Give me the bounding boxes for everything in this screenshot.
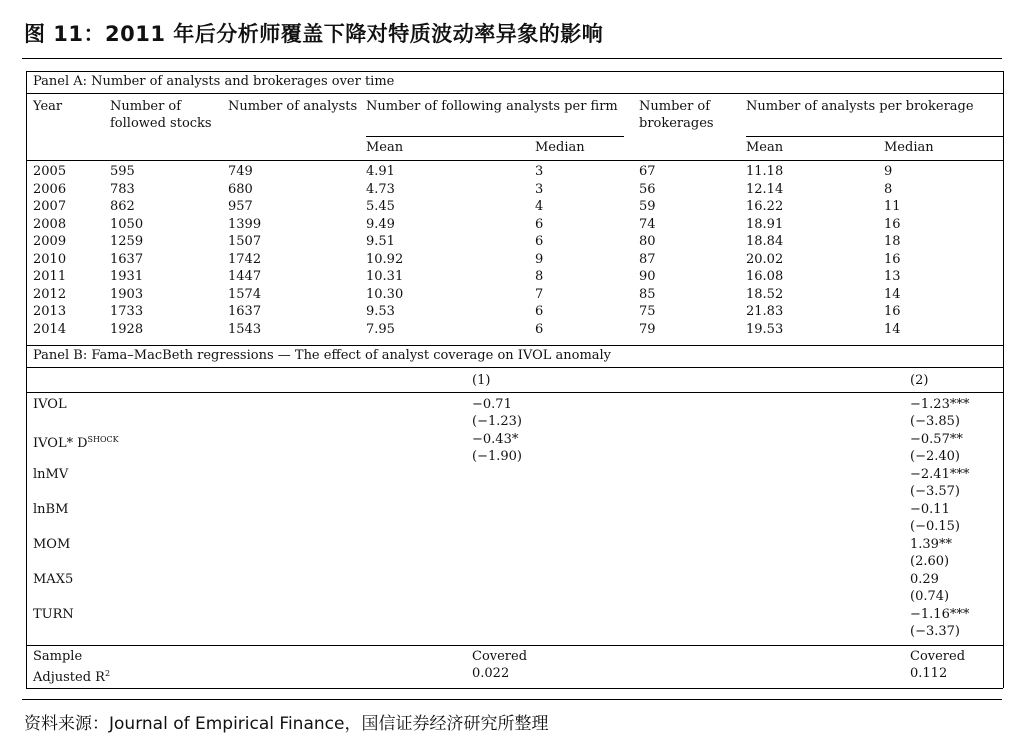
panel-a-cell-mean-firm: 7.95 <box>366 321 395 337</box>
header-mean-firm: Mean <box>366 140 404 155</box>
panel-a-cell-brokerages: 67 <box>639 164 656 179</box>
panel-a-cell-median-brokerage: 16 <box>884 216 901 232</box>
col2-header: (2) <box>910 373 929 388</box>
t-stat: (2.60) <box>910 554 950 569</box>
t-stat: (−3.37) <box>910 624 960 639</box>
panel-a-cell-mean-brokerage: 18.52 <box>746 286 784 302</box>
panel-a-cell-analysts: 1742 <box>228 251 262 267</box>
panel-a-cell-median-brokerage: 9 <box>884 164 893 179</box>
regressor-label <box>33 572 73 588</box>
panel-a-cell-median-firm: 3 <box>535 164 544 179</box>
regressor-label <box>33 467 68 483</box>
panel-a-cell-brokerages: 75 <box>639 304 656 319</box>
panel-a-cell-mean-brokerage: 16.08 <box>746 269 784 284</box>
panel-a-cell-mean-firm: 10.30 <box>366 286 404 302</box>
panel-a-cell-followed: 1903 <box>110 286 144 302</box>
panel-a-cell-mean-firm: 4.91 <box>366 164 395 179</box>
regressor-name: lnBM <box>33 502 69 517</box>
panel-a-cell-year: 2012 <box>33 286 67 302</box>
panel-a-cell-analysts: 957 <box>228 199 253 214</box>
panel-a-cell-median-firm: 7 <box>535 286 544 302</box>
coefficient: −2.41*** <box>910 467 970 482</box>
regressor-dummy: D <box>77 436 88 451</box>
panel-a-cell-analysts: 1507 <box>228 234 262 249</box>
panel-a-cell-mean-brokerage: 18.91 <box>746 216 784 232</box>
regressor-name: lnMV <box>33 467 69 482</box>
t-stat: (−1.90) <box>472 449 522 464</box>
table-left-rule <box>26 71 27 688</box>
coefficient: 1.39** <box>910 537 952 552</box>
panel-a-cell-analysts: 749 <box>228 164 253 179</box>
panel-a-cell-median-firm: 9 <box>535 251 544 267</box>
panel-a-cell-mean-brokerage: 12.14 <box>746 181 784 197</box>
panel-a-cell-median-firm: 6 <box>535 321 544 337</box>
regressor-name: MOM <box>33 537 71 552</box>
t-stat: (−2.40) <box>910 449 960 464</box>
header-median-brokerage: Median <box>884 140 934 155</box>
panel-a-cell-analysts: 1447 <box>228 269 262 284</box>
t-stat: (−0.15) <box>910 519 960 534</box>
sample-col1: Covered <box>472 649 528 664</box>
panel-a-cell-mean-brokerage: 18.84 <box>746 234 784 249</box>
panel-a-cell-followed: 1928 <box>110 321 144 337</box>
regressor-dummy-sup: SHOCK <box>87 435 119 444</box>
adjusted-r2-text: Adjusted R <box>33 670 105 685</box>
regressor-name: TURN <box>33 607 74 622</box>
regressor-label <box>33 607 74 623</box>
coefficient: −1.23*** <box>910 397 970 412</box>
r2-col1: 0.022 <box>472 666 510 681</box>
panel-a-cell-brokerages: 90 <box>639 269 656 284</box>
panel-a-cell-mean-firm: 5.45 <box>366 199 395 214</box>
panel-a-cell-median-firm: 6 <box>535 304 544 319</box>
sample-label: Sample <box>33 649 83 664</box>
per-brokerage-rule <box>746 136 1003 137</box>
regressor-name: IVOL <box>33 397 67 412</box>
t-stat: (0.74) <box>910 589 950 604</box>
panel-a-cell-year: 2009 <box>33 234 67 249</box>
header-brokerages-1: Number of <box>639 99 711 114</box>
panel-a-cell-mean-brokerage: 16.22 <box>746 199 784 214</box>
panel-a-cell-median-brokerage: 16 <box>884 251 901 267</box>
panel-a-title-rule <box>26 93 1003 94</box>
r2-col2: 0.112 <box>910 666 948 681</box>
coefficient: −0.71 <box>472 397 512 412</box>
panel-a-cell-followed: 862 <box>110 199 135 214</box>
panel-a-header-rule <box>26 160 1003 161</box>
panel-a-cell-year: 2005 <box>33 164 67 179</box>
panel-a-cell-year: 2010 <box>33 251 67 267</box>
source-rule <box>22 699 1002 700</box>
panel-b-title: Panel B: Fama–MacBeth regressions — The effect of analyst coverage on IVOL anomaly <box>33 348 612 363</box>
header-year: Year <box>33 99 63 114</box>
panel-a-cell-median-brokerage: 13 <box>884 269 901 284</box>
coefficient: −0.43* <box>472 432 519 447</box>
panel-b-title-rule <box>26 367 1003 368</box>
panel-a-cell-mean-brokerage: 21.83 <box>746 304 784 319</box>
panel-a-cell-mean-firm: 9.51 <box>366 234 395 249</box>
panel-b-header-rule <box>26 392 1003 393</box>
panel-a-cell-median-firm: 6 <box>535 216 544 232</box>
panel-a-cell-year: 2014 <box>33 321 67 337</box>
panel-a-cell-mean-firm: 9.53 <box>366 304 395 319</box>
panel-a-cell-brokerages: 79 <box>639 321 656 337</box>
panel-a-cell-mean-brokerage: 11.18 <box>746 164 784 179</box>
panel-a-title: Panel A: Number of analysts and brokerages over time <box>33 74 395 89</box>
panel-a-cell-year: 2011 <box>33 269 67 284</box>
panel-a-cell-brokerages: 85 <box>639 286 656 302</box>
header-median-firm: Median <box>535 140 585 155</box>
panel-a-cell-brokerages: 59 <box>639 199 656 214</box>
panel-a-cell-analysts: 1399 <box>228 216 262 232</box>
t-stat: (−3.85) <box>910 414 960 429</box>
t-stat: (−1.23) <box>472 414 522 429</box>
regressor-label <box>33 537 70 553</box>
figure-title: 图 11：2011 年后分析师覆盖下降对特质波动率异象的影响 <box>24 22 604 46</box>
panel-a-cell-analysts: 1637 <box>228 304 262 319</box>
panel-a-cell-median-brokerage: 18 <box>884 234 901 249</box>
header-per-firm: Number of following analysts per firm <box>366 99 618 114</box>
header-followed-1: Number of <box>110 99 182 114</box>
panel-a-cell-mean-firm: 4.73 <box>366 181 395 197</box>
sample-col2: Covered <box>910 649 966 664</box>
col1-header: (1) <box>472 373 491 388</box>
panel-a-cell-mean-firm: 9.49 <box>366 216 395 232</box>
regressor-label <box>33 432 119 452</box>
header-mean-brokerage: Mean <box>746 140 784 155</box>
panel-a-cell-analysts: 680 <box>228 181 253 197</box>
panel-b-top-rule <box>26 345 1003 346</box>
panel-a-cell-median-firm: 3 <box>535 181 544 197</box>
panel-a-cell-analysts: 1543 <box>228 321 262 337</box>
panel-a-cell-followed: 783 <box>110 181 135 197</box>
panel-a-cell-followed: 1733 <box>110 304 144 319</box>
source-note: 资料来源：Journal of Empirical Finance，国信证券经济研究所整理 <box>24 714 549 734</box>
table-bottom-rule <box>26 688 1003 689</box>
title-rule <box>22 58 1002 59</box>
panel-a-cell-brokerages: 74 <box>639 216 656 232</box>
adjusted-r2-sup: 2 <box>104 669 111 678</box>
panel-a-cell-brokerages: 56 <box>639 181 656 197</box>
panel-a-cell-median-firm: 4 <box>535 199 544 214</box>
panel-a-cell-year: 2013 <box>33 304 67 319</box>
t-stat: (−3.57) <box>910 484 960 499</box>
adjusted-r2-label <box>33 666 110 686</box>
panel-a-cell-followed: 1931 <box>110 269 144 284</box>
panel-a-cell-mean-firm: 10.31 <box>366 269 404 284</box>
coefficient: 0.29 <box>910 572 939 587</box>
panel-a-cell-median-firm: 8 <box>535 269 544 284</box>
panel-a-cell-median-brokerage: 11 <box>884 199 901 214</box>
panel-a-cell-year: 2007 <box>33 199 67 214</box>
panel-a-cell-analysts: 1574 <box>228 286 262 302</box>
header-brokerages-2: brokerages <box>639 116 714 131</box>
header-per-brokerage: Number of analysts per brokerage <box>746 99 974 114</box>
panel-a-cell-year: 2006 <box>33 181 67 197</box>
table-top-rule <box>26 71 1003 72</box>
panel-a-cell-brokerages: 87 <box>639 251 656 267</box>
panel-a-cell-year: 2008 <box>33 216 67 232</box>
table-right-rule <box>1003 71 1004 688</box>
header-followed-2: followed stocks <box>110 116 212 131</box>
panel-a-cell-mean-firm: 10.92 <box>366 251 404 267</box>
regressor-name: IVOL* <box>33 436 74 451</box>
panel-a-cell-mean-brokerage: 19.53 <box>746 321 784 337</box>
panel-a-cell-median-brokerage: 14 <box>884 286 901 302</box>
panel-a-cell-median-firm: 6 <box>535 234 544 249</box>
panel-a-cell-brokerages: 80 <box>639 234 656 249</box>
coefficient: −0.57** <box>910 432 963 447</box>
panel-a-cell-median-brokerage: 14 <box>884 321 901 337</box>
panel-a-cell-median-brokerage: 16 <box>884 304 901 319</box>
header-analysts: Number of analysts <box>228 99 358 114</box>
panel-a-cell-followed: 1637 <box>110 251 144 267</box>
regressor-name: MAX5 <box>33 572 74 587</box>
panel-a-cell-followed: 1050 <box>110 216 144 232</box>
per-firm-rule <box>366 136 624 137</box>
panel-a-cell-followed: 1259 <box>110 234 144 249</box>
panel-a-cell-median-brokerage: 8 <box>884 181 893 197</box>
regressor-label <box>33 502 68 518</box>
coefficient: −1.16*** <box>910 607 970 622</box>
panel-a-cell-mean-brokerage: 20.02 <box>746 251 784 267</box>
panel-b-footer-rule <box>26 645 1003 646</box>
regressor-label <box>33 397 67 413</box>
coefficient: −0.11 <box>910 502 950 517</box>
panel-a-cell-followed: 595 <box>110 164 135 179</box>
